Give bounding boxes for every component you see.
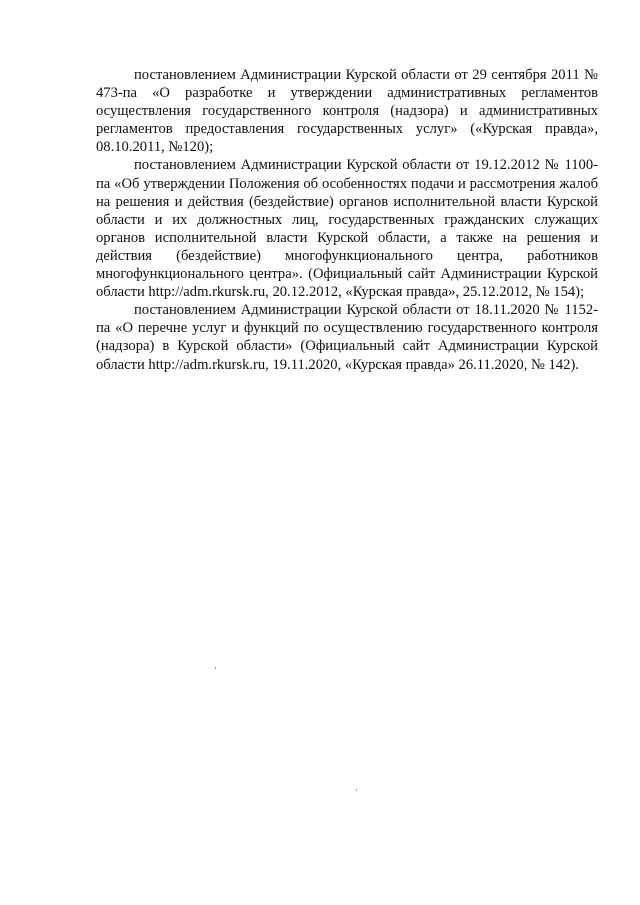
scan-speck [356,789,357,791]
paragraph-resolution-1100: постановлением Администрации Курской области от 19.12.2012 № 1100-па «Об утверждении Положения об особенностях подачи и рассмотрения жалоб на решения и действия (бездействие) органов исполнительной власти Курской области и их должностных лиц, государственных гражданских служащих органов исполнительной власти Курской области, а также на решения и действия (бездействие) многофункционального центра, работников многофункционального центра». (Официальный сайт Администрации Курской области http://adm.rkursk.ru, 20.12.2012, «Курская правда», 25.12.2012, № 154); [96,157,598,301]
paragraph-resolution-1152: постановлением Администрации Курской области от 18.11.2020 № 1152-па «О перечне услуг и функций по осуществлению государственного контроля (надзора) в Курской области» (Официальный сайт Администрации Курской области http://adm.rkursk.ru, 19.11.2020, «Курская правда» 26.11.2020, № 142). [96,302,598,373]
document-body [96,66,598,374]
scan-speck [215,667,216,669]
paragraph-resolution-473: постановлением Администрации Курской области от 29 сентября 2011 № 473-па «О разработке и утверждении административных регламентов осуществления государственного контроля (надзора) и административных регламентов предоставления государственных услуг» («Курская правда», 08.10.2011, №120); [96,67,598,156]
